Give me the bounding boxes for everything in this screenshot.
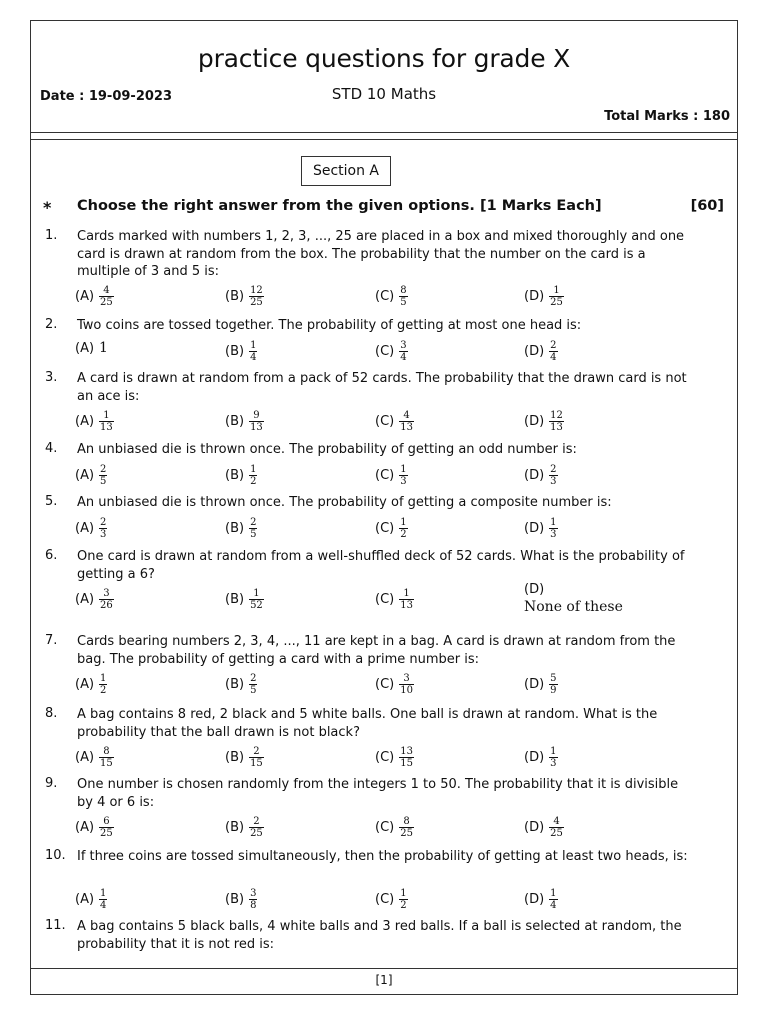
option-c: [375, 517, 408, 540]
fraction-denominator: 10: [400, 685, 413, 696]
option-c: [375, 285, 408, 308]
option-label: (D): [524, 289, 545, 304]
option-b: [225, 673, 257, 696]
fraction-denominator: 3: [400, 476, 407, 487]
fraction-numerator: 6: [103, 816, 110, 827]
fraction-numerator: 1: [100, 673, 107, 684]
fraction-denominator: 52: [250, 600, 263, 611]
option-fraction: [99, 746, 114, 769]
question-number: 1.: [45, 228, 58, 243]
fraction-denominator: 13: [100, 422, 113, 433]
option-label: (B): [225, 892, 245, 907]
option-d: [524, 340, 558, 363]
option-fraction: [249, 340, 257, 363]
question-text: Cards marked with numbers 1, 2, 3, ..., 25 are placed in a box and mixed thoroughly and one card is drawn at random from the box. The probability that the number on the card is a multiple of 3 and 5 is:: [77, 229, 685, 280]
option-a: [75, 285, 114, 308]
option-label: (C): [375, 414, 395, 429]
fraction-numerator: 1: [553, 285, 560, 296]
option-label: (A): [75, 892, 95, 907]
question-number: 8.: [45, 706, 58, 721]
fraction-denominator: 4: [250, 352, 257, 363]
option-fraction: [549, 464, 557, 487]
question-text: One card is drawn at random from a well-shuffled deck of 52 cards. What is the probability of getting a 6?: [77, 549, 685, 582]
fraction-numerator: 1: [103, 410, 110, 421]
option-fraction: [99, 816, 114, 839]
option-fraction: [99, 588, 114, 611]
fraction-numerator: 2: [100, 464, 107, 475]
fraction-denominator: 2: [250, 476, 257, 487]
option-label: (B): [225, 592, 245, 607]
option-c: [375, 888, 408, 911]
option-fraction: [249, 816, 264, 839]
option-label: (D): [524, 582, 545, 597]
page-title: practice questions for grade X: [197, 44, 571, 73]
fraction-numerator: 2: [253, 816, 260, 827]
fraction-denominator: 25: [400, 828, 413, 839]
fraction-denominator: 25: [250, 828, 263, 839]
option-label: (B): [225, 820, 245, 835]
total-marks: Total Marks : 180: [604, 109, 730, 124]
option-c: [375, 340, 408, 363]
question-number: 9.: [45, 776, 58, 791]
option-fraction: [399, 285, 407, 308]
question-text: A bag contains 8 red, 2 black and 5 white balls. One ball is drawn at random. What is the probability that the ball drawn is not black?: [77, 707, 658, 740]
fraction-numerator: 1: [403, 588, 410, 599]
question-text: An unbiased die is thrown once. The probability of getting an odd number is:: [77, 442, 577, 457]
fraction-numerator: 2: [250, 517, 257, 528]
fraction-numerator: 1: [100, 888, 107, 899]
option-label: (A): [75, 592, 95, 607]
fraction-denominator: 13: [550, 422, 563, 433]
fraction-denominator: 9: [550, 685, 557, 696]
question-number: 5.: [45, 494, 58, 509]
option-a: [75, 888, 107, 911]
fraction-denominator: 4: [550, 352, 557, 363]
option-a: [75, 517, 107, 540]
option-label: (B): [225, 521, 245, 536]
option-a: [75, 340, 108, 356]
fraction-denominator: 25: [550, 297, 563, 308]
fraction-numerator: 2: [250, 673, 257, 684]
option-value: 1: [99, 340, 108, 356]
option-label: (D): [524, 344, 545, 359]
footer-divider: [31, 968, 737, 969]
option-label: (D): [524, 820, 545, 835]
subject-title: STD 10 Maths: [331, 85, 437, 103]
option-label: (A): [75, 750, 95, 765]
fraction-numerator: 8: [400, 285, 407, 296]
fraction-numerator: 2: [550, 464, 557, 475]
option-fraction: [99, 285, 114, 308]
fraction-numerator: 13: [400, 746, 413, 757]
option-c: [375, 816, 414, 839]
option-d: [524, 517, 558, 540]
option-fraction: [249, 588, 264, 611]
option-fraction: [549, 340, 557, 363]
fraction-denominator: 2: [400, 529, 407, 540]
fraction-numerator: 5: [550, 673, 557, 684]
option-a: [75, 588, 114, 611]
option-d: [524, 285, 564, 308]
question-number: 10.: [45, 848, 66, 863]
question-text: If three coins are tossed simultaneously, then the probability of getting at least two heads, is:: [77, 849, 688, 864]
option-fraction: [249, 746, 264, 769]
question-number: 7.: [45, 633, 58, 648]
option-fraction: [549, 816, 564, 839]
option-label: (C): [375, 592, 395, 607]
exam-date: Date : 19-09-2023: [40, 89, 172, 104]
option-d: [524, 746, 558, 769]
option-label: (D): [524, 468, 545, 483]
option-a: [75, 410, 114, 433]
option-label: (C): [375, 892, 395, 907]
option-fraction: [549, 410, 564, 433]
fraction-denominator: 5: [250, 685, 257, 696]
question-text: An unbiased die is thrown once. The probability of getting a composite number is:: [77, 495, 612, 510]
fraction-numerator: 3: [400, 340, 407, 351]
option-fraction: [549, 746, 557, 769]
option-a: [75, 816, 114, 839]
option-b: [225, 285, 264, 308]
option-value: None of these: [524, 599, 623, 615]
fraction-numerator: 8: [103, 746, 110, 757]
option-fraction: [399, 888, 407, 911]
fraction-numerator: 1: [253, 588, 260, 599]
option-fraction: [99, 673, 107, 696]
question-text: A bag contains 5 black balls, 4 white balls and 3 red balls. If a ball is selected at random, the probability that it is not red is:: [77, 919, 682, 952]
section-instruction: Choose the right answer from the given options. [1 Marks Each]: [77, 198, 602, 214]
option-b: [225, 340, 257, 363]
option-fraction: [99, 888, 107, 911]
fraction-denominator: 5: [100, 476, 107, 487]
fraction-denominator: 25: [100, 828, 113, 839]
header-divider-top: [31, 132, 737, 133]
fraction-denominator: 26: [100, 600, 113, 611]
option-label: (B): [225, 289, 245, 304]
fraction-numerator: 2: [100, 517, 107, 528]
option-b: [225, 746, 264, 769]
option-b: [225, 464, 257, 487]
option-fraction: [399, 517, 407, 540]
question-number: 6.: [45, 548, 58, 563]
fraction-denominator: 13: [400, 600, 413, 611]
option-label: (C): [375, 750, 395, 765]
fraction-denominator: 13: [400, 422, 413, 433]
fraction-denominator: 3: [550, 476, 557, 487]
fraction-numerator: 1: [250, 340, 257, 351]
option-d: [524, 888, 558, 911]
option-label: (B): [225, 414, 245, 429]
option-d: [524, 816, 564, 839]
fraction-denominator: 2: [100, 685, 107, 696]
option-label: (B): [225, 677, 245, 692]
fraction-numerator: 8: [403, 816, 410, 827]
fraction-numerator: 3: [250, 888, 257, 899]
option-c: [375, 410, 414, 433]
option-fraction: [399, 410, 414, 433]
fraction-denominator: 15: [400, 758, 413, 769]
option-fraction: [549, 285, 564, 308]
fraction-numerator: 1: [250, 464, 257, 475]
fraction-numerator: 4: [103, 285, 110, 296]
option-c: [375, 464, 408, 487]
question-number: 2.: [45, 317, 58, 332]
fraction-numerator: 1: [400, 888, 407, 899]
option-c: [375, 673, 414, 696]
fraction-denominator: 4: [100, 900, 107, 911]
option-fraction: [99, 410, 114, 433]
question-text: Two coins are tossed together. The probability of getting at most one head is:: [77, 318, 582, 333]
fraction-numerator: 1: [550, 888, 557, 899]
option-fraction: [399, 464, 407, 487]
fraction-numerator: 1: [400, 464, 407, 475]
fraction-denominator: 4: [400, 352, 407, 363]
option-label: (B): [225, 344, 245, 359]
fraction-denominator: 25: [100, 297, 113, 308]
option-a: [75, 464, 107, 487]
question-number: 11.: [45, 918, 66, 933]
option-b: [225, 410, 264, 433]
option-fraction: [249, 464, 257, 487]
option-fraction: [99, 517, 107, 540]
option-a: [75, 673, 107, 696]
option-d: [524, 410, 564, 433]
fraction-denominator: 25: [250, 297, 263, 308]
option-fraction: [249, 410, 264, 433]
fraction-denominator: 25: [550, 828, 563, 839]
fraction-numerator: 4: [403, 410, 410, 421]
option-fraction: [549, 673, 557, 696]
option-d: [524, 673, 558, 696]
option-a: [75, 746, 114, 769]
option-fraction: [99, 464, 107, 487]
option-fraction: [399, 588, 414, 611]
option-label: (D): [524, 750, 545, 765]
option-label: (C): [375, 289, 395, 304]
option-fraction: [549, 517, 557, 540]
option-b: [225, 588, 264, 611]
option-fraction: [249, 888, 257, 911]
option-fraction: [249, 517, 257, 540]
fraction-denominator: 15: [100, 758, 113, 769]
option-label: (C): [375, 468, 395, 483]
option-label: (C): [375, 677, 395, 692]
option-b: [225, 816, 264, 839]
fraction-numerator: 1: [400, 517, 407, 528]
question-number: 3.: [45, 370, 58, 385]
option-c: [375, 588, 414, 611]
section-label: Section A: [301, 156, 391, 186]
option-label: (C): [375, 344, 395, 359]
option-label: (D): [524, 521, 545, 536]
fraction-numerator: 12: [250, 285, 263, 296]
option-label: (D): [524, 892, 545, 907]
option-fraction: [249, 285, 264, 308]
option-label: (C): [375, 521, 395, 536]
fraction-numerator: 4: [553, 816, 560, 827]
option-fraction: [549, 888, 557, 911]
option-label: (A): [75, 677, 95, 692]
fraction-denominator: 3: [550, 529, 557, 540]
fraction-denominator: 5: [250, 529, 257, 540]
question-text: Cards bearing numbers 2, 3, 4, ..., 11 are kept in a bag. A card is drawn at random from the bag. The probability of getting a card with a prime number is:: [77, 634, 676, 667]
fraction-numerator: 3: [403, 673, 410, 684]
fraction-denominator: 4: [550, 900, 557, 911]
option-b: [225, 888, 257, 911]
fraction-denominator: 13: [250, 422, 263, 433]
section-marks: [60]: [690, 198, 724, 214]
option-label: (D): [524, 414, 545, 429]
option-d: [524, 582, 623, 615]
page-number: [1]: [375, 973, 393, 987]
option-stack: [524, 582, 623, 615]
fraction-numerator: 2: [550, 340, 557, 351]
fraction-denominator: 8: [250, 900, 257, 911]
option-label: (A): [75, 289, 95, 304]
fraction-numerator: 9: [253, 410, 260, 421]
option-fraction: [399, 746, 414, 769]
option-label: (B): [225, 750, 245, 765]
option-label: (D): [524, 677, 545, 692]
option-label: (A): [75, 414, 95, 429]
fraction-denominator: 3: [550, 758, 557, 769]
option-label: (A): [75, 521, 95, 536]
option-label: (A): [75, 340, 95, 356]
option-fraction: [399, 673, 414, 696]
question-text: One number is chosen randomly from the integers 1 to 50. The probability that it is divisible by 4 or 6 is:: [77, 777, 679, 810]
fraction-numerator: 12: [550, 410, 563, 421]
fraction-denominator: 2: [400, 900, 407, 911]
fraction-numerator: 2: [253, 746, 260, 757]
option-label: (A): [75, 468, 95, 483]
fraction-numerator: 3: [103, 588, 110, 599]
option-fraction: [399, 340, 407, 363]
question-number: 4.: [45, 441, 58, 456]
option-b: [225, 517, 257, 540]
header-divider-bottom: [31, 139, 737, 140]
option-label: (B): [225, 468, 245, 483]
fraction-denominator: 5: [400, 297, 407, 308]
option-fraction: [249, 673, 257, 696]
instruction-bullet: *: [43, 198, 52, 217]
fraction-numerator: 1: [550, 746, 557, 757]
fraction-denominator: 3: [100, 529, 107, 540]
option-label: (C): [375, 820, 395, 835]
option-label: (A): [75, 820, 95, 835]
option-c: [375, 746, 414, 769]
question-text: A card is drawn at random from a pack of 52 cards. The probability that the drawn card is not an ace is:: [77, 371, 687, 404]
option-d: [524, 464, 558, 487]
fraction-denominator: 15: [250, 758, 263, 769]
fraction-numerator: 1: [550, 517, 557, 528]
option-fraction: [399, 816, 414, 839]
